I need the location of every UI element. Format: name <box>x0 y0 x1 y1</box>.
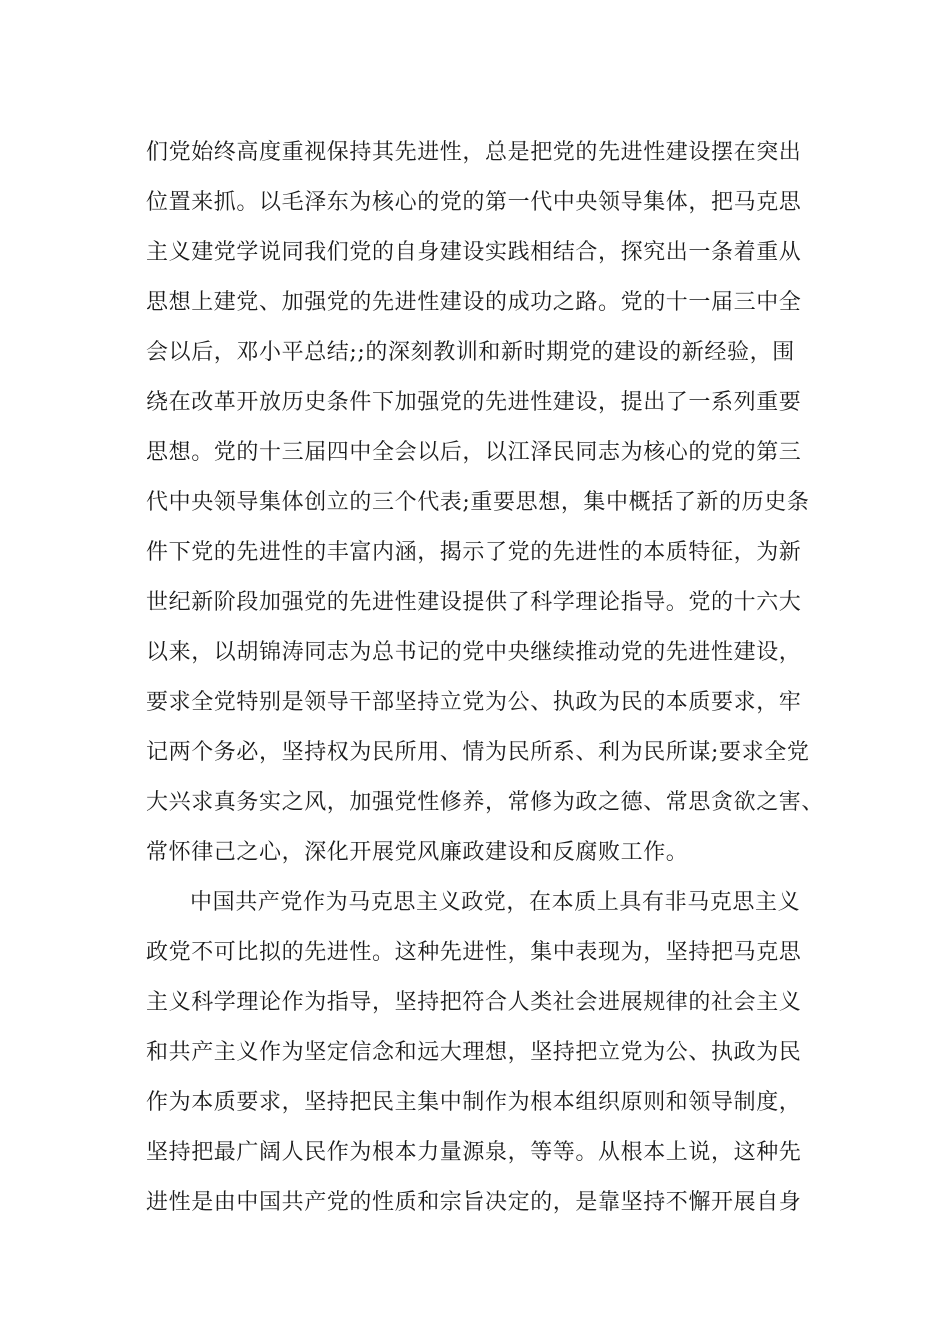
text-line: 进性是由中国共产党的性质和宗旨决定的，是靠坚持不懈开展自身 <box>146 1190 802 1215</box>
text-line: 们党始终高度重视保持其先进性，总是把党的先进性建设摆在突出 <box>146 140 802 165</box>
text-line: 代中央领导集体创立的三个代表;重要思想，集中概括了新的历史条 <box>146 490 810 515</box>
text-line: 件下党的先进性的丰富内涵，揭示了党的先进性的本质特征，为新 <box>146 540 802 565</box>
text-line: 会以后，邓小平总结;;的深刻教训和新时期党的建设的新经验，围 <box>146 340 795 365</box>
text-line: 常怀律己之心，深化开展党风廉政建设和反腐败工作。 <box>146 840 689 865</box>
text-line: 政党不可比拟的先进性。这种先进性，集中表现为，坚持把马克思 <box>146 940 802 965</box>
text-line: 世纪新阶段加强党的先进性建设提供了科学理论指导。党的十六大 <box>146 590 802 615</box>
text-line: 以来，以胡锦涛同志为总书记的党中央继续推动党的先进性建设， <box>146 640 802 665</box>
text-line: 坚持把最广阔人民作为根本力量源泉，等等。从根本上说，这种先 <box>146 1140 802 1165</box>
text-line: 绕在改革开放历史条件下加强党的先进性建设，提出了一系列重要 <box>146 390 802 415</box>
text-line: 要求全党特别是领导干部坚持立党为公、执政为民的本质要求，牢 <box>146 690 802 715</box>
text-line: 作为本质要求，坚持把民主集中制作为根本组织原则和领导制度， <box>146 1090 802 1115</box>
text-line: 记两个务必，坚持权为民所用、情为民所系、利为民所谋;要求全党 <box>146 740 810 765</box>
text-line: 中国共产党作为马克思主义政党，在本质上具有非马克思主义 <box>190 890 801 915</box>
text-line: 思想上建党、加强党的先进性建设的成功之路。党的十一届三中全 <box>146 290 802 315</box>
text-line: 主义科学理论作为指导，坚持把符合人类社会进展规律的社会主义 <box>146 990 802 1015</box>
text-line: 和共产主义作为坚定信念和远大理想，坚持把立党为公、执政为民 <box>146 1040 802 1065</box>
text-line: 思想。党的十三届四中全会以后，以江泽民同志为核心的党的第三 <box>146 440 802 465</box>
text-line: 大兴求真务实之风，加强党性修养，常修为政之德、常思贪欲之害、 <box>146 790 825 815</box>
text-line: 位置来抓。以毛泽东为核心的党的第一代中央领导集体，把马克思 <box>146 190 802 215</box>
paragraph-2 <box>146 883 826 1233</box>
text-line: 主义建党学说同我们党的自身建设实践相结合，探究出一条着重从 <box>146 240 802 265</box>
body-text <box>146 133 826 1233</box>
paragraph-1 <box>146 133 826 883</box>
